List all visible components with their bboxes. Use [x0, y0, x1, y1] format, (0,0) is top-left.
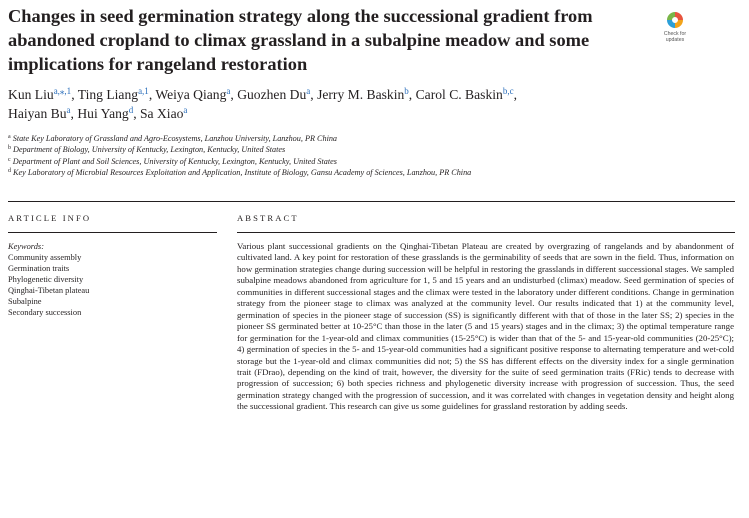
affiliation: [8, 133, 728, 144]
check-for-updates-icon: [665, 10, 685, 30]
author[interactable]: [78, 87, 156, 102]
author-affiliation-marker[interactable]: a,1: [138, 86, 149, 96]
author-name: Kun Liu: [8, 87, 54, 102]
check-for-updates-line2: updates: [665, 37, 685, 43]
author-separator: ,: [408, 87, 416, 102]
author-name: Hui Yang: [77, 106, 129, 121]
author-name: Sa Xiao: [140, 106, 184, 121]
article-title: Changes in seed germination strategy along the successional gradient from abandoned cropland to climax grassland in a subalpine meadow and some implications for rangeland restoration: [8, 6, 593, 74]
affiliation-marker: b: [8, 145, 11, 152]
affiliation-marker: d: [8, 168, 11, 175]
author[interactable]: [155, 87, 237, 102]
affiliation-list: [8, 133, 728, 179]
author-separator: ,: [230, 87, 238, 102]
author-affiliation-marker[interactable]: a: [226, 86, 231, 96]
author-affiliation-marker[interactable]: a,⁎,1: [53, 86, 72, 96]
check-for-updates-line1: Check for: [663, 31, 687, 37]
author-name: Carol C. Baskin: [415, 87, 503, 102]
affiliation-text: Department of Biology, University of Kentucky, Lexington, Kentucky, United States: [13, 145, 286, 155]
keyword[interactable]: Phylogenetic diversity: [8, 275, 84, 284]
check-for-updates-label: [657, 31, 693, 43]
keyword[interactable]: Germination traits: [8, 264, 70, 273]
keywords-section: [8, 241, 213, 318]
author-separator: ,: [133, 106, 140, 121]
affiliation-text: State Key Laboratory of Grassland and Agro-Ecosystems, Lanzhou University, Lanzhou, PR China: [12, 134, 338, 143]
keyword[interactable]: Subalpine: [8, 297, 42, 306]
abstract-heading: ABSTRACT: [237, 213, 299, 223]
affiliation-text: Key Laboratory of Microbial Resources Exploitation and Application, Institute of Biology, Gansu Academy of Sciences, Lanzhou, PR China: [13, 168, 472, 178]
author-affiliation-marker[interactable]: b: [404, 86, 409, 96]
author[interactable]: [237, 87, 317, 102]
author-affiliation-marker[interactable]: a: [306, 86, 311, 96]
author[interactable]: [77, 106, 140, 121]
keywords-label: Keywords:: [8, 242, 44, 251]
affiliation: [8, 167, 728, 178]
author-affiliation-marker[interactable]: a: [183, 105, 188, 115]
author-name: Weiya Qiang: [155, 87, 227, 102]
author[interactable]: [8, 106, 77, 121]
author-name: Guozhen Du: [237, 87, 307, 102]
author[interactable]: [317, 87, 416, 102]
header-divider: [8, 201, 735, 202]
author-affiliation-marker[interactable]: a: [66, 105, 71, 115]
affiliation: [8, 156, 728, 167]
affiliation-marker: c: [8, 156, 11, 163]
author-separator: ,: [71, 87, 78, 102]
abstract-text: Various plant successional gradients on the Qinghai-Tibetan Plateau are created by overgrazing of rangelands and by abandonment of cultivated land. A key point for restoration of these grasslands is the germinability of seeds that are sown in the field. Thus, information on how germination strategies change during succession will be helpful in restoring the grasslands in different successional stages. We sampled subalpine meadows abandoned from agriculture for 1, 5 and 15 years and an undisturbed (climax) meadow. Seed germination of species of communities in different successional stages and the climax were tested in the laboratory under different conditions. Change in germination strategy from the pioneer stage to climax was analyzed at the community level. Our results indicated that 1) at the community level, germination of species in the pioneer stage of succession (SS) is significantly different with that of those in the later SS; 2) species in the pioneer SS germinated better at 10-25°C than those in the later (5 and 15 years) stages and in the climax; 3) the optimal temperature range for germination for the 1-year-old and climax communities (15-25°C) is wider than that of the 5- and 15-year-old communities (20-25°C); 4) germination of species in the 5- and 15-year-old communities had a significant positive response to alternating temperature and wet-cold storage but the 1-year-old and climax communities did not; 5) the SS has different effects on the diversity index for a single germination trait (FDrao), depending on the kind of trait, however, the diversity for the suite of seed germination traits (FRic) tends to decrease with progression of succession; 6) both species richness and phylogenetic diversity increase with progression of succession. Thus, the seed germination strategy changed with the progression of succession, and it was correlated with changes in vegetation density and height along the successional gradient. This research can give us some guidelines for grassland restoration by adding seeds.: [237, 241, 734, 412]
author[interactable]: [416, 87, 517, 102]
author-name: Jerry M. Baskin: [317, 87, 405, 102]
keyword[interactable]: Secondary succession: [8, 308, 82, 317]
author-name: Haiyan Bu: [8, 106, 67, 121]
author-separator: ,: [310, 87, 318, 102]
author-name: Ting Liang: [77, 87, 139, 102]
author-affiliation-marker[interactable]: b,c: [502, 86, 514, 96]
affiliation: [8, 144, 728, 155]
abstract-divider: [237, 232, 735, 233]
author-separator: ,: [70, 106, 78, 121]
affiliation-text: Department of Plant and Soil Sciences, University of Kentucky, Lexington, Kentucky, United States: [12, 156, 337, 166]
author[interactable]: [8, 87, 78, 102]
keyword[interactable]: Community assembly: [8, 253, 82, 262]
article-info-heading: ARTICLE INFO: [8, 213, 92, 223]
affiliation-marker: a: [8, 134, 11, 140]
author[interactable]: [140, 106, 187, 121]
keyword[interactable]: Qinghai-Tibetan plateau: [8, 286, 90, 295]
author-list: [8, 85, 728, 123]
author-separator: ,: [513, 87, 517, 102]
check-for-updates-button[interactable]: [657, 10, 693, 44]
article-info-divider: [8, 232, 217, 233]
author-separator: ,: [148, 87, 156, 102]
author-affiliation-marker[interactable]: d: [128, 105, 134, 115]
